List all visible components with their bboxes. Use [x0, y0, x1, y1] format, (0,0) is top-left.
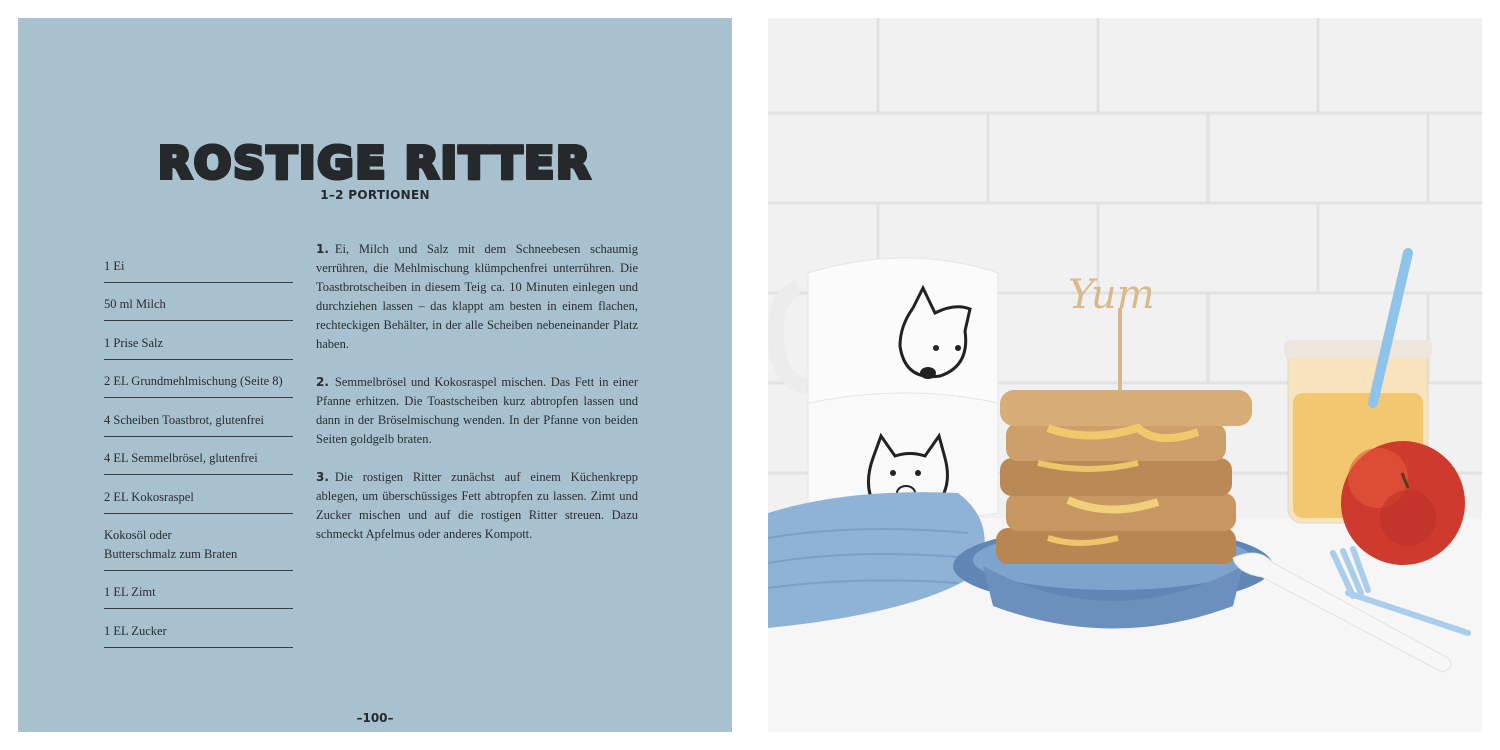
ingredient-item: 4 Scheiben Toastbrot, glutenfrei — [104, 398, 293, 437]
toast-stack — [996, 390, 1252, 564]
ingredient-item: 1 Prise Salz — [104, 321, 293, 360]
ingredient-item: 1 EL Zucker — [104, 609, 293, 648]
recipe-title — [18, 138, 732, 189]
step-2: 2. Semmelbrösel und Kokosraspel mischen. Das Fett in einer Pfanne erhitzen. Die Toastscheiben kurz abtropfen lassen und dann in der Bröselmischung wenden. In der Pfanne von beiden Seiten goldgelb braten. — [316, 375, 638, 446]
step-1: 1. Ei, Milch und Salz mit dem Schneebesen schaumig verrühren, die Mehlmischung klümpchenfrei unterrühren. Die Toastbrotscheiben in diesem Teig ca. 10 Minuten einlegen und durchziehen lassen – das klappt am besten in einem flachen, rechteckigen Behälter, in der alle Scheiben nebeneinander Platz haben. — [316, 242, 638, 351]
recipe-title-text: ROSTIGE RITTER — [157, 138, 593, 189]
mug-top — [776, 258, 999, 416]
yum-topper: Yum — [1068, 272, 1155, 318]
recipe-page — [18, 18, 732, 732]
page-number: –100– — [356, 711, 394, 725]
ingredient-item: Kokosöl oder Butterschmalz zum Braten — [104, 514, 293, 571]
food-photo-illustration — [768, 18, 1482, 732]
ingredient-item: 1 Ei — [104, 240, 293, 283]
ingredient-item: 50 ml Milch — [104, 283, 293, 321]
ingredient-item: 4 EL Semmelbrösel, glutenfrei — [104, 437, 293, 475]
food-photo — [768, 18, 1482, 732]
portions-label: 1–2 PORTIONEN — [320, 188, 430, 202]
ingredient-item: 2 EL Kokosraspel — [104, 475, 293, 514]
step-3: 3. Die rostigen Ritter zunächst auf einem Küchenkrepp ablegen, um überschüssiges Fett abtropfen zu lassen. Zimt und Zucker mischen und auf die rostigen Ritter streuen. Dazu schmeckt Apfelmus oder anderes Kompott. — [316, 470, 638, 541]
ingredient-item: 2 EL Grundmehlmischung (Seite 8) — [104, 360, 293, 398]
instructions — [316, 240, 638, 563]
ingredient-item: 1 EL Zimt — [104, 571, 293, 609]
apple — [1341, 441, 1465, 565]
ingredient-list — [104, 240, 293, 648]
